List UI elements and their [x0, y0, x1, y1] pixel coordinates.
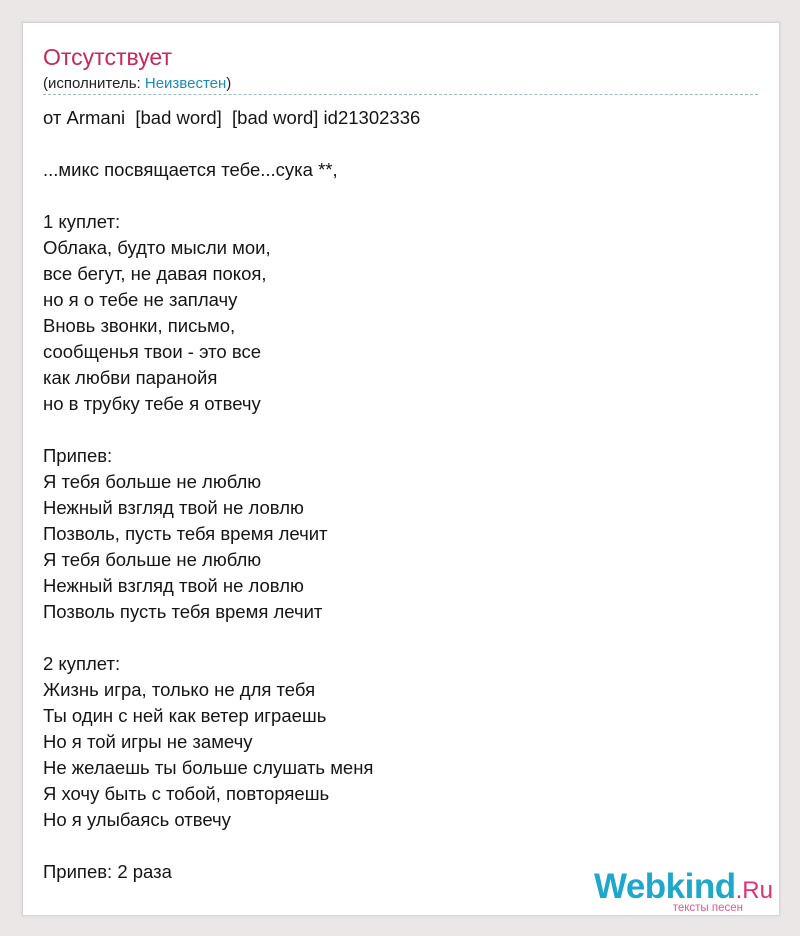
lyric-line: Не желаешь ты больше слушать меня	[43, 757, 374, 778]
lyric-line: Позволь, пусть тебя время лечит	[43, 523, 328, 544]
lyric-line: Я хочу быть с тобой, повторяешь	[43, 783, 330, 804]
artist-link[interactable]: Неизвестен	[144, 75, 227, 92]
song-card	[22, 22, 780, 916]
logo-text	[594, 867, 773, 907]
lyric-line: все бегут, не давая покоя,	[43, 263, 267, 284]
site-logo[interactable]	[573, 867, 773, 914]
artist-prefix: (исполнитель:	[43, 75, 145, 92]
lyric-line: но я о тебе не заплачу	[43, 289, 238, 310]
lyric-line: Нежный взгляд твой не ловлю	[43, 497, 304, 518]
lyric-line	[43, 183, 758, 209]
lyric-line: Позволь пусть тебя время лечит	[43, 601, 323, 622]
lyric-line	[43, 131, 758, 157]
lyric-line: но в трубку тебе я отвечу	[43, 393, 261, 414]
lyric-line: Облака, будто мысли мои,	[43, 237, 271, 258]
artist-line	[43, 74, 231, 94]
lyrics-body	[43, 105, 758, 885]
lyric-line: 1 куплет:	[43, 211, 121, 232]
logo-word: Webkind	[593, 867, 736, 906]
artist-suffix: )	[226, 75, 232, 92]
lyric-line: Припев:	[43, 445, 113, 466]
lyric-line: Вновь звонки, письмо,	[43, 315, 236, 336]
lyric-line: Ты один с ней как ветер играешь	[43, 705, 327, 726]
logo-tagline: тексты песен	[672, 902, 743, 914]
lyric-line: Припев: 2 раза	[43, 861, 172, 882]
lyric-line: как любви паранойя	[43, 367, 218, 388]
lyric-line	[43, 833, 758, 859]
lyric-line	[43, 625, 758, 651]
divider	[43, 94, 758, 95]
lyric-line: ...микс посвящается тебе...сука **,	[43, 159, 338, 180]
logo-tld: .Ru	[735, 877, 773, 904]
lyric-line: Я тебя больше не люблю	[43, 471, 262, 492]
song-title: Отсутствует	[43, 44, 172, 70]
lyric-line: Но я той игры не замечу	[43, 731, 253, 752]
lyric-line: Но я улыбаясь отвечу	[43, 809, 231, 830]
lyric-line	[43, 417, 758, 443]
lyric-line: от Armani [bad word] [bad word] id21302336	[43, 107, 421, 128]
lyric-line: сообщенья твои - это все	[43, 341, 261, 362]
lyric-line: Я тебя больше не люблю	[43, 549, 262, 570]
lyric-line: Нежный взгляд твой не ловлю	[43, 575, 304, 596]
lyric-line: Жизнь игра, только не для тебя	[43, 679, 316, 700]
lyric-line: 2 куплет:	[43, 653, 121, 674]
